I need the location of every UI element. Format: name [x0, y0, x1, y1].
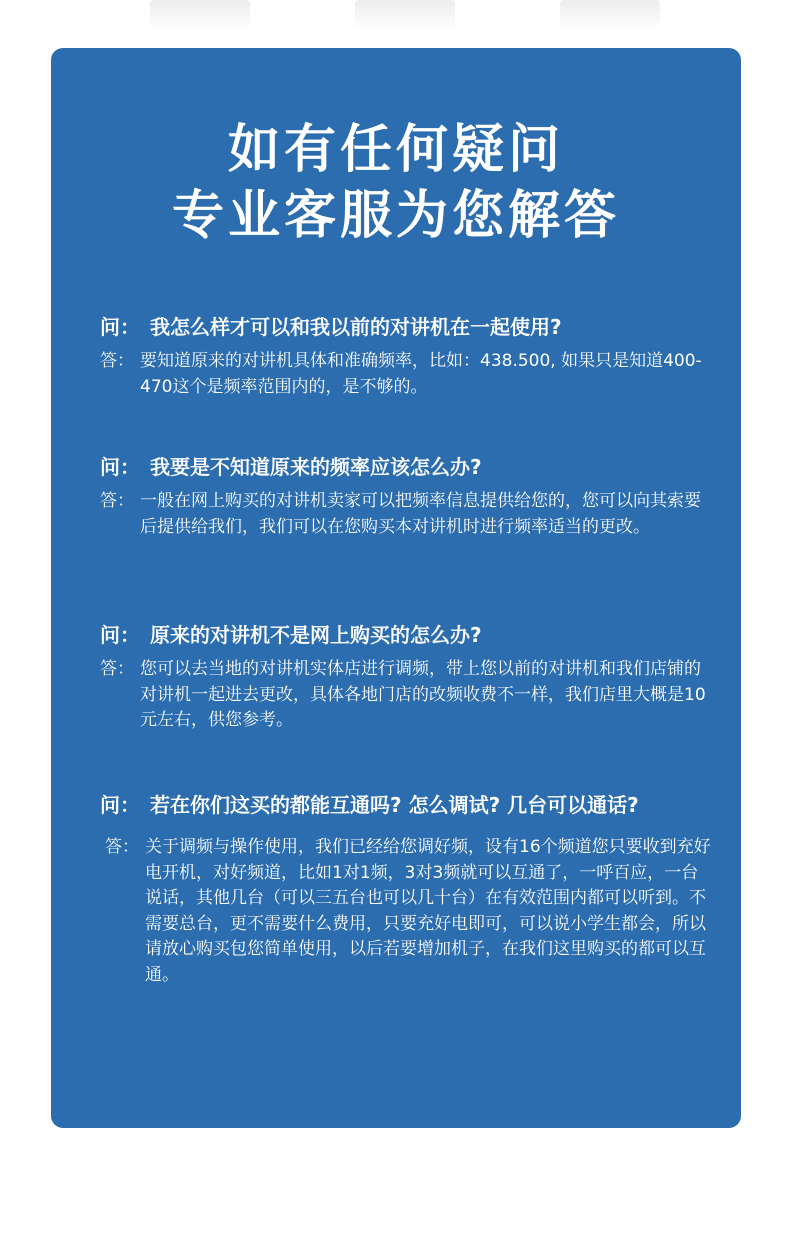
question-text: 我怎么样才可以和我以前的对讲机在一起使用? — [150, 315, 562, 339]
faded-image — [560, 0, 660, 30]
answer-text: 一般在网上购买的对讲机卖家可以把频率信息提供给您的，您可以向其索要后提供给我们，我们可以在您购买本对讲机时进行频率适当的更改。 — [140, 491, 701, 537]
faq-card — [51, 48, 741, 1128]
question-text: 我要是不知道原来的频率应该怎么办? — [150, 455, 482, 479]
question-text: 若在你们这买的都能互通吗? 怎么调试? 几台可以通话? — [150, 793, 639, 817]
question-text: 原来的对讲机不是网上购买的怎么办? — [150, 623, 482, 647]
faded-image — [150, 0, 250, 30]
faq-item — [100, 452, 715, 540]
question-label: 问： — [100, 793, 140, 817]
faq-answer — [100, 657, 715, 734]
faq-question — [100, 312, 715, 343]
question-label: 问： — [100, 315, 140, 339]
answer-text: 关于调频与操作使用，我们已经给您调好频，设有16个频道您只要收到充好电开机，对好频道，比如1对1频，3对3频就可以互通了，一呼百应，一台说话，其他几台（可以三五台也可以几十台）在有效范围内都可以听到。不需要总台，更不需要什么费用，只要充好电即可，可以说小学生都会，所以请放心购买包您简单使用，以后若要增加机子，在我们这里购买的都可以互通。 — [145, 837, 711, 985]
answer-label: 答： — [100, 491, 134, 511]
faq-question — [100, 452, 715, 483]
answer-label: 答： — [100, 659, 134, 679]
faq-question — [100, 620, 715, 651]
answer-label: 答： — [100, 351, 134, 371]
question-label: 问： — [100, 455, 140, 479]
answer-text: 要知道原来的对讲机具体和准确频率，比如：438.500, 如果只是知道400-470这个是频率范围内的，是不够的。 — [140, 351, 702, 397]
faq-answer — [100, 349, 715, 400]
faded-image — [355, 0, 455, 30]
top-decoration — [150, 0, 660, 38]
faq-item — [100, 790, 715, 988]
faq-question — [100, 790, 715, 821]
faq-item — [100, 620, 715, 734]
headline-line-2: 专业客服为您解答 — [171, 186, 620, 246]
faq-item — [100, 312, 715, 400]
question-label: 问： — [100, 623, 140, 647]
answer-text: 您可以去当地的对讲机实体店进行调频，带上您以前的对讲机和我们店铺的对讲机一起进去更改，具体各地门店的改频收费不一样，我们店里大概是10元左右，供您参考。 — [140, 659, 706, 730]
faq-answer — [100, 489, 715, 540]
answer-label: 答： — [105, 837, 139, 857]
headline-line-1: 如有任何疑问 — [227, 120, 564, 180]
faq-answer — [100, 835, 715, 988]
